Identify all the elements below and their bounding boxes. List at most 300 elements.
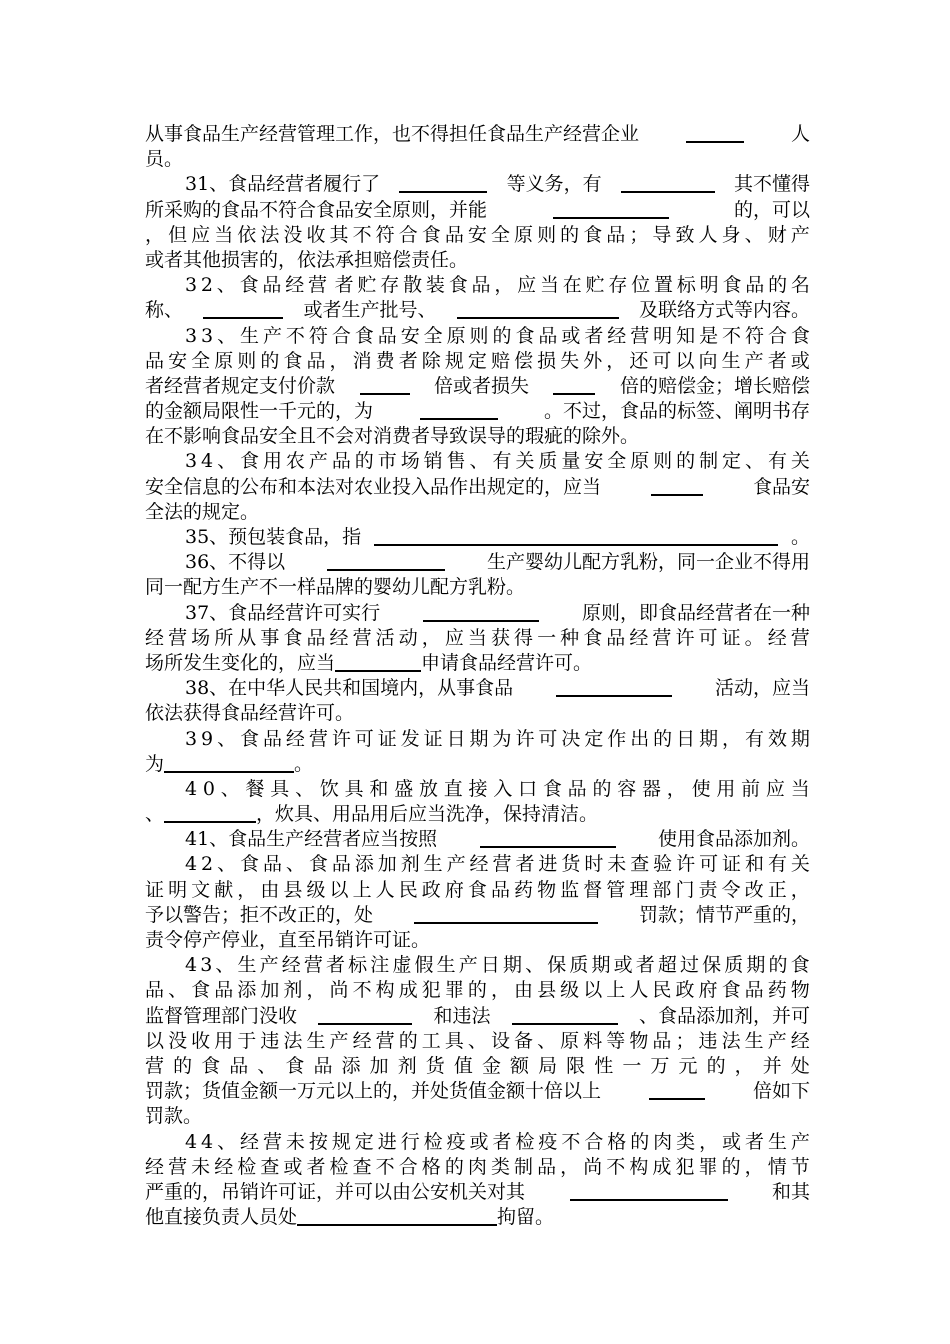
line-char: 政 xyxy=(421,878,441,901)
line-text: 同一配方生产不一样品牌的婴幼儿配方乳粉。 xyxy=(145,576,526,599)
line-text: 予以警告；拒不改正的，处 xyxy=(145,903,374,926)
line-char: 类 xyxy=(490,1155,510,1178)
line-char: ， xyxy=(421,626,441,649)
line-char: 的 xyxy=(398,1029,418,1052)
line-char: 营 xyxy=(308,274,328,297)
line-char: 管 xyxy=(606,878,626,901)
line-char: 定 xyxy=(584,727,604,750)
line-char: 食 xyxy=(467,878,487,901)
text-line xyxy=(145,827,810,852)
line-char: 罪 xyxy=(444,979,464,1002)
fill-in-blank[interactable] xyxy=(318,1004,412,1025)
line-char: 、 xyxy=(217,853,237,876)
line-char: 令 xyxy=(721,878,741,901)
line-char: 期 xyxy=(746,954,766,977)
line-char: 部 xyxy=(652,878,672,901)
line-char: 食 xyxy=(283,349,303,372)
line-char: 存 xyxy=(380,274,400,297)
line-char: 量 xyxy=(561,450,581,473)
line-char: 关 xyxy=(790,450,810,473)
line-text: 他直接负责人员处 xyxy=(145,1206,298,1229)
line-char: 关 xyxy=(515,450,535,473)
line-char: 或 xyxy=(561,324,581,347)
line-char: 食 xyxy=(515,324,535,347)
line-char: 剂 xyxy=(397,1054,417,1077)
fill-in-blank[interactable] xyxy=(399,172,487,193)
line-char: 口 xyxy=(518,777,538,800)
line-text: 罚款；情节严重的， xyxy=(638,903,810,926)
line-char: ， xyxy=(494,274,514,297)
line-char: 添 xyxy=(354,853,374,876)
fill-in-blank[interactable] xyxy=(335,651,421,672)
line-char: 品 xyxy=(214,979,234,1002)
line-char: 法 xyxy=(283,1029,303,1052)
fill-in-blank[interactable] xyxy=(686,122,744,143)
fill-in-blank[interactable] xyxy=(570,1180,728,1201)
line-char: 品 xyxy=(145,979,165,1002)
line-char: 级 xyxy=(560,979,580,1002)
line-char: 知 xyxy=(676,324,696,347)
line-text: 和其 xyxy=(771,1180,810,1203)
line-char: 、 xyxy=(217,727,237,750)
line-char: 者 xyxy=(744,1130,764,1153)
line-text: 或者其他损害的，依法承担赔偿责任。 xyxy=(145,248,469,271)
line-char: 元 xyxy=(678,1054,698,1077)
line-char: 和 xyxy=(369,777,389,800)
line-char: 品 xyxy=(313,1054,333,1077)
line-char: 期 xyxy=(699,727,719,750)
line-char: 进 xyxy=(538,853,558,876)
line-char: 向 xyxy=(698,349,718,372)
fill-in-blank[interactable] xyxy=(457,298,619,319)
line-char: 品 xyxy=(262,274,282,297)
line-char: 证 xyxy=(721,626,741,649)
line-char: 者 xyxy=(635,954,655,977)
fill-in-blank[interactable] xyxy=(512,1004,618,1025)
line-char: 符 xyxy=(375,223,395,246)
line-char: ， xyxy=(699,1130,719,1153)
text-line xyxy=(145,424,810,449)
line-char: 一 xyxy=(622,1054,642,1077)
line-char: 品 xyxy=(606,223,626,246)
line-char: 查 xyxy=(352,1155,372,1178)
line-char: 直 xyxy=(443,777,463,800)
line-char: 文 xyxy=(191,878,211,901)
line-char: 品 xyxy=(331,853,351,876)
fill-in-blank[interactable] xyxy=(553,198,669,219)
text-line xyxy=(145,349,810,374)
line-char: 损 xyxy=(537,349,557,372)
line-char: 有 xyxy=(767,853,787,876)
line-text: 。 xyxy=(294,752,314,775)
line-char: 获 xyxy=(490,626,510,649)
line-char: 合 xyxy=(331,324,351,347)
line-text: 31、食品经营者履行了 xyxy=(185,173,381,196)
line-char: 经 xyxy=(145,1155,165,1178)
line-text: 严重的，吊销许可证，并可以由公安机关对其 xyxy=(145,1180,526,1203)
line-char: 4 xyxy=(185,954,198,977)
line-char: 营 xyxy=(790,626,810,649)
line-char: 品 xyxy=(537,1155,557,1178)
line-text: 36、不得以 xyxy=(185,551,286,574)
line-char: 成 xyxy=(398,979,418,1002)
line-char: 符 xyxy=(744,324,764,347)
fill-in-blank[interactable] xyxy=(374,525,778,546)
line-text: 35、预包装食品，指 xyxy=(185,526,362,548)
line-char: 明 xyxy=(653,324,673,347)
line-char: 作 xyxy=(607,727,627,750)
line-char: 具 xyxy=(444,1029,464,1052)
line-char: 饮 xyxy=(319,777,339,800)
line-text: 在不影响食品安全且不会对消费者导致误导的瑕疵的除外。 xyxy=(145,425,640,448)
line-char: 前 xyxy=(741,777,761,800)
line-char: 3 xyxy=(185,727,198,750)
line-char: 全 xyxy=(423,324,443,347)
line-char: 偿 xyxy=(514,349,534,372)
line-text: 全法的规定。 xyxy=(145,500,260,523)
line-char: 者 xyxy=(306,1155,326,1178)
text-line xyxy=(145,802,810,827)
fill-in-blank[interactable] xyxy=(164,752,294,773)
line-char: 许 xyxy=(515,727,535,750)
fill-in-blank[interactable] xyxy=(203,298,283,319)
line-char: 节 xyxy=(790,1155,810,1178)
line-char: 消 xyxy=(352,349,372,372)
line-char: 保 xyxy=(702,954,722,977)
line-char: 财 xyxy=(767,223,787,246)
line-char: 食 xyxy=(448,274,468,297)
line-char: 当 xyxy=(539,274,559,297)
line-char: 生 xyxy=(240,324,260,347)
line-char: 事 xyxy=(260,626,280,649)
line-text: 38、在中华人民共和国境内，从事食品 xyxy=(185,677,514,700)
line-char: 可 xyxy=(699,853,719,876)
line-char: 导 xyxy=(652,223,672,246)
line-char: 食 xyxy=(239,274,259,297)
line-char: 添 xyxy=(341,1054,361,1077)
line-char: 质 xyxy=(724,954,744,977)
line-char: 2 xyxy=(201,853,214,876)
line-char: 2 xyxy=(200,274,213,297)
line-char: 、 xyxy=(257,1054,277,1077)
line-char: 当 xyxy=(214,223,234,246)
line-char: 以 xyxy=(329,878,349,901)
line-text: 原则，即食品经营者在一种 xyxy=(581,601,810,624)
line-char: 检 xyxy=(515,1130,535,1153)
line-char: 4 xyxy=(185,777,198,800)
line-char: 府 xyxy=(698,979,718,1002)
line-char: 售 xyxy=(446,450,466,473)
line-char: 加 xyxy=(369,1054,389,1077)
fill-in-blank[interactable] xyxy=(420,399,498,420)
line-text: 食品安 xyxy=(752,475,810,498)
text-line xyxy=(145,777,810,802)
line-char: 身 xyxy=(721,223,741,246)
line-char: 级 xyxy=(306,878,326,901)
line-char: 应 xyxy=(191,223,211,246)
line-char: 4 xyxy=(201,1130,214,1153)
line-char: 经 xyxy=(767,626,787,649)
line-char: 营 xyxy=(168,626,188,649)
line-char: 经 xyxy=(240,1130,260,1153)
line-char: 的 xyxy=(768,954,788,977)
text-line xyxy=(145,1054,810,1079)
line-char: 致 xyxy=(675,223,695,246)
line-char: 证 xyxy=(145,878,165,901)
line-char: 检 xyxy=(423,1130,443,1153)
line-char: 违 xyxy=(698,1029,718,1052)
fill-in-blank[interactable] xyxy=(480,827,616,848)
line-char: 进 xyxy=(377,1130,397,1153)
fill-in-blank[interactable] xyxy=(297,1205,497,1226)
line-char: 的 xyxy=(592,777,612,800)
line-char: 。 xyxy=(744,626,764,649)
line-char: ， xyxy=(606,349,626,372)
line-char: 安 xyxy=(168,349,188,372)
text-line xyxy=(145,1180,810,1205)
line-char: 、 xyxy=(467,1029,487,1052)
line-char: 决 xyxy=(561,727,581,750)
line-char: 门 xyxy=(675,878,695,901)
line-char: 置 xyxy=(654,274,674,297)
line-char: 虚 xyxy=(392,954,412,977)
line-char: 食 xyxy=(240,450,260,473)
fill-in-blank[interactable] xyxy=(164,802,256,823)
line-char: 献 xyxy=(214,878,234,901)
line-char: 设 xyxy=(490,1029,510,1052)
fill-in-blank[interactable] xyxy=(649,1079,705,1100)
line-char: 得 xyxy=(514,626,534,649)
line-char: 的 xyxy=(467,979,487,1002)
line-char: 不 xyxy=(561,1130,581,1153)
line-char: 查 xyxy=(630,853,650,876)
line-char: 品 xyxy=(145,349,165,372)
line-char: 、 xyxy=(469,450,489,473)
text-line xyxy=(145,122,810,147)
line-char: 存 xyxy=(608,274,628,297)
line-char: 品 xyxy=(306,349,326,372)
fill-in-blank[interactable] xyxy=(360,374,410,395)
line-char: 除 xyxy=(421,349,441,372)
line-char: 发 xyxy=(400,727,420,750)
line-char: 接 xyxy=(468,777,488,800)
line-char: 以 xyxy=(145,1029,165,1052)
line-char: 质 xyxy=(538,450,558,473)
line-char: 安 xyxy=(584,450,604,473)
line-text: 的金额局限性一千元的，为 xyxy=(145,400,374,423)
line-char: 、 xyxy=(295,777,315,800)
line-char: 可 xyxy=(698,626,718,649)
line-char: 质 xyxy=(569,954,589,977)
line-char: 营 xyxy=(630,324,650,347)
line-char: 行 xyxy=(400,1130,420,1153)
line-char: 产 xyxy=(446,853,466,876)
line-char: 的 xyxy=(173,1054,193,1077)
line-char: 食 xyxy=(240,853,260,876)
line-char: 经 xyxy=(629,626,649,649)
line-char: 日 xyxy=(676,727,696,750)
line-char: 营 xyxy=(145,1054,165,1077)
line-char: 食 xyxy=(542,777,562,800)
line-char: 的 xyxy=(706,1054,726,1077)
line-char: 、 xyxy=(217,450,237,473)
line-text: 所采购的食品不符合食品安全原则，并能 xyxy=(145,198,488,221)
line-char: ； xyxy=(675,1029,695,1052)
text-line xyxy=(145,903,810,928)
line-char: 查 xyxy=(260,1155,280,1178)
line-char: 、 xyxy=(744,223,764,246)
fill-in-blank[interactable] xyxy=(553,374,595,395)
fill-in-blank[interactable] xyxy=(414,903,598,924)
line-char: 品 xyxy=(538,324,558,347)
line-char: 原 xyxy=(446,324,466,347)
fill-in-blank[interactable] xyxy=(423,601,539,622)
line-char: 使 xyxy=(691,777,711,800)
line-char: 可 xyxy=(538,727,558,750)
line-char: 明 xyxy=(168,878,188,901)
line-char: 者 xyxy=(584,324,604,347)
line-char: 或 xyxy=(283,1155,303,1178)
line-char: 食 xyxy=(722,274,742,297)
line-char: 产 xyxy=(790,223,810,246)
line-char: ， xyxy=(237,878,257,901)
line-text: 罚款；货值金额一万元以上的，并处货值金额十倍以上 xyxy=(145,1080,602,1103)
line-char: 督 xyxy=(583,878,603,901)
line-char: 的 xyxy=(560,223,580,246)
line-char: 经 xyxy=(281,954,301,977)
line-char: 期 xyxy=(503,954,523,977)
line-char: 品 xyxy=(229,1054,249,1077)
line-char: 销 xyxy=(423,450,443,473)
line-char: 则 xyxy=(653,450,673,473)
line-char: 营 xyxy=(303,954,323,977)
line-char: 4 xyxy=(201,450,214,473)
line-char: ， xyxy=(722,727,742,750)
text-line xyxy=(145,928,810,953)
line-char: 标 xyxy=(676,274,696,297)
line-char: 和 xyxy=(744,853,764,876)
line-char: ， xyxy=(666,777,686,800)
line-char: 药 xyxy=(767,979,787,1002)
line-char: 备 xyxy=(514,1029,534,1052)
line-char: 的 xyxy=(676,450,696,473)
line-char: 种 xyxy=(560,626,580,649)
line-char: 经 xyxy=(790,1029,810,1052)
line-char: 制 xyxy=(699,450,719,473)
line-char: 原 xyxy=(560,1029,580,1052)
line-char: 许 xyxy=(675,626,695,649)
line-char: 证 xyxy=(722,853,742,876)
text-line xyxy=(145,374,810,399)
line-char: 3 xyxy=(201,324,214,347)
line-char: 许 xyxy=(676,853,696,876)
text-line xyxy=(145,676,810,701)
line-text: 倍如下 xyxy=(752,1080,810,1103)
line-char: 保 xyxy=(547,954,567,977)
line-char: 犯 xyxy=(421,979,441,1002)
line-char: 明 xyxy=(699,274,719,297)
line-char: 上 xyxy=(352,878,372,901)
line-char: 民 xyxy=(652,979,672,1002)
line-char: 产 xyxy=(262,324,282,347)
line-char: 期 xyxy=(469,727,489,750)
line-char: 加 xyxy=(260,979,280,1002)
line-char: 金 xyxy=(481,1054,501,1077)
line-char: 食 xyxy=(240,727,260,750)
line-char: 产 xyxy=(458,954,478,977)
line-char: 不 xyxy=(352,223,372,246)
line-text: 责令停产停业，直至吊销许可证。 xyxy=(145,929,431,951)
line-char: 品 xyxy=(606,626,626,649)
line-char: 局 xyxy=(538,1054,558,1077)
line-char: 疫 xyxy=(538,1130,558,1153)
line-char: 人 xyxy=(629,979,649,1002)
line-char: 物 xyxy=(790,979,810,1002)
line-text: ，炊具、用品用后应当洗净，保持清洁。 xyxy=(256,803,599,826)
line-char: 合 xyxy=(584,1130,604,1153)
line-char: 应 xyxy=(765,777,785,800)
line-char: 过 xyxy=(680,954,700,977)
line-char: 费 xyxy=(375,349,395,372)
line-char: 3 xyxy=(185,274,198,297)
fill-in-blank[interactable] xyxy=(621,172,715,193)
line-char: 品 xyxy=(745,274,765,297)
line-char: 外 xyxy=(583,349,603,372)
line-text: 员。 xyxy=(145,148,184,171)
line-char: 疫 xyxy=(446,1130,466,1153)
line-char: 的 xyxy=(492,324,512,347)
line-char: 县 xyxy=(283,878,303,901)
line-char: 失 xyxy=(560,349,580,372)
line-text: 拘留。 xyxy=(497,1206,555,1229)
line-char: 食 xyxy=(283,626,303,649)
line-char: 农 xyxy=(285,450,305,473)
line-char: 以 xyxy=(675,349,695,372)
line-char: 贮 xyxy=(585,274,605,297)
line-char: 的 xyxy=(768,274,788,297)
line-char: 、 xyxy=(744,450,764,473)
line-char: 出 xyxy=(630,727,650,750)
line-text: 或者生产批号、 xyxy=(303,299,437,322)
line-char: 验 xyxy=(653,853,673,876)
line-char: 货 xyxy=(561,853,581,876)
line-char: 具 xyxy=(344,777,364,800)
line-char: 的 xyxy=(653,727,673,750)
line-char: 用 xyxy=(262,450,282,473)
line-char: 正 xyxy=(767,878,787,901)
line-char: 食 xyxy=(354,324,374,347)
line-char: 品 xyxy=(262,853,282,876)
line-char: ， xyxy=(490,979,510,1002)
fill-in-blank[interactable] xyxy=(327,550,445,571)
line-char: 3 xyxy=(185,450,198,473)
line-char: 药 xyxy=(514,878,534,901)
line-char: 用 xyxy=(214,1029,234,1052)
line-char: 营 xyxy=(352,626,372,649)
line-char: 3 xyxy=(185,324,198,347)
line-char: 经 xyxy=(285,274,305,297)
line-char: 营 xyxy=(652,626,672,649)
line-char: 场 xyxy=(400,450,420,473)
line-char: 、 xyxy=(525,954,545,977)
line-char: 者 xyxy=(767,349,787,372)
fill-in-blank[interactable] xyxy=(556,676,672,697)
fill-in-blank[interactable] xyxy=(651,475,703,496)
line-text: 41、食品生产经营者应当按照 xyxy=(185,828,438,851)
line-char: 食 xyxy=(790,954,810,977)
line-char: 品 xyxy=(744,979,764,1002)
line-text: 、食品添加剂，并可 xyxy=(638,1004,810,1027)
